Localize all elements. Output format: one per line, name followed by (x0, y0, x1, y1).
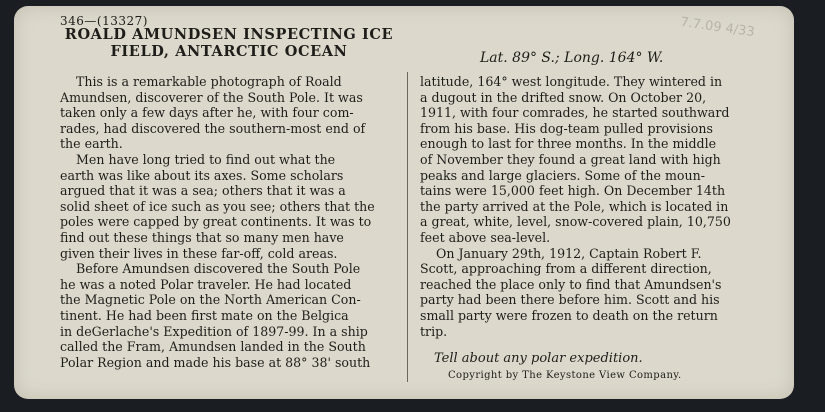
text-line: given their lives in these far-off, cold areas. (60, 245, 338, 261)
text-line: taken only a few days after he, with four com- (60, 105, 354, 121)
stereoview-card-back (14, 6, 794, 399)
catalog-number: 346—(13327) (60, 14, 148, 28)
text-line: earth was like about its axes. Some scholars (60, 167, 344, 183)
text-line: solid sheet of ice such as you see; others that the (60, 198, 375, 214)
title-line-2: FIELD, ANTARCTIC OCEAN (110, 43, 348, 60)
text-line: from his base. His dog-team pulled provisions (420, 120, 713, 136)
title-line-1: ROALD AMUNDSEN INSPECTING ICE (64, 26, 394, 43)
column-divider (407, 72, 408, 382)
coordinates: Lat. 89° S.; Long. 164° W. (480, 50, 664, 66)
text-line: On January 29th, 1912, Captain Robert F. (436, 245, 702, 261)
text-line: rades, had discovered the southern-most end of (60, 120, 366, 136)
text-line: 1911, with four comrades, he started southward (420, 105, 730, 121)
text-line: he was a noted Polar traveler. He had located (60, 276, 352, 292)
text-line: in deGerlache's Expedition of 1897-99. In a ship (60, 323, 368, 339)
text-line: Polar Region and made his base at 88° 38' south (60, 354, 371, 370)
text-line: poles were capped by great continents. It was to (60, 214, 372, 230)
left-text-column (60, 74, 396, 370)
card-title (54, 26, 404, 60)
right-text-column (420, 74, 758, 339)
text-line: tains were 15,000 feet high. On December 14th (420, 183, 726, 199)
text-line: the Magnetic Pole on the North American Con- (60, 292, 361, 308)
text-line: called the Fram, Amundsen landed in the South (60, 339, 366, 355)
text-line: small party were frozen to death on the return (420, 307, 718, 323)
copyright-notice: Copyright by The Keystone View Company. (448, 370, 682, 381)
text-line: of November they found a great land with high (420, 151, 721, 167)
text-line: Men have long tried to find out what the (76, 151, 336, 167)
text-line: Before Amundsen discovered the South Pole (76, 261, 361, 277)
text-line: find out these things that so many men have (60, 229, 344, 245)
study-question: Tell about any polar expedition. (434, 351, 643, 366)
text-line: Amundsen, discoverer of the South Pole. It was (60, 89, 363, 105)
text-line: This is a remarkable photograph of Roald (76, 74, 342, 89)
text-line: argued that it was a sea; others that it was a (60, 183, 346, 199)
text-line: a great, white, level, snow-covered plain, 10,750 (420, 214, 731, 230)
text-line: the party arrived at the Pole, which is located in (420, 198, 729, 214)
text-line: party had been there before him. Scott and his (420, 292, 720, 308)
text-line: trip. (420, 323, 448, 339)
text-line: tinent. He had been first mate on the Belgica (60, 307, 349, 323)
text-line: latitude, 164° west longitude. They wintered in (420, 74, 723, 89)
text-line: the earth. (60, 136, 123, 152)
text-line: enough to last for three months. In the middle (420, 136, 717, 152)
text-line: peaks and large glaciers. Some of the moun- (420, 167, 705, 183)
text-line: reached the place only to find that Amundsen's (420, 276, 722, 292)
text-line: a dugout in the drifted snow. On October 20, (420, 89, 707, 105)
pencil-note: 7.7.09 4/33 (679, 14, 756, 41)
text-line: feet above sea-level. (420, 229, 551, 245)
text-line: Scott, approaching from a different direction, (420, 261, 712, 277)
